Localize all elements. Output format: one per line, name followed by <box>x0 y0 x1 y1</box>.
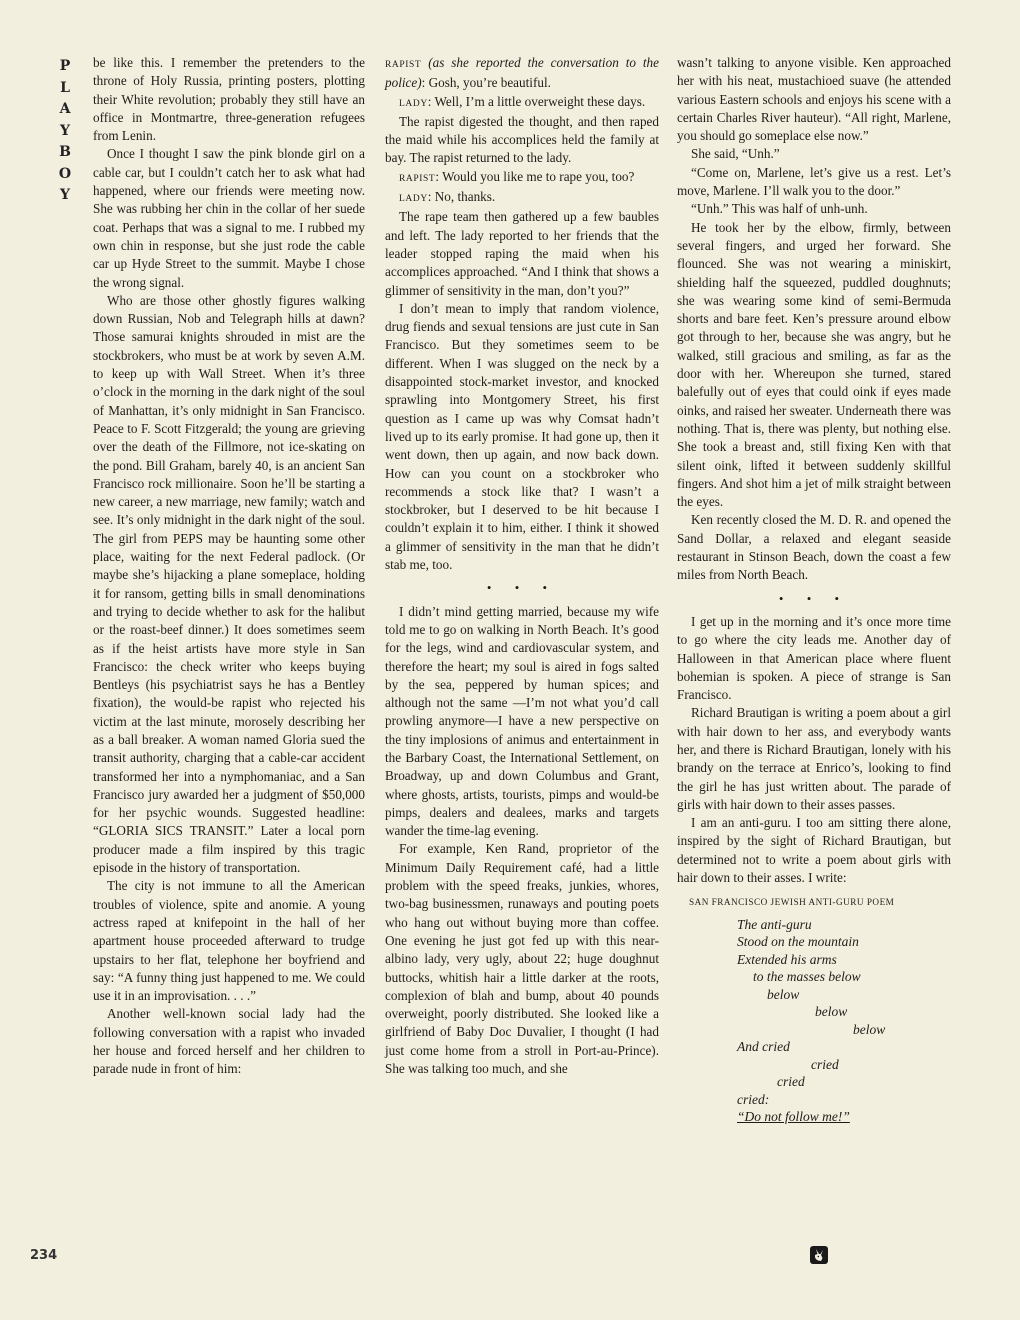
masthead-letter: A <box>59 101 71 117</box>
dialogue-line <box>385 54 659 93</box>
paragraph: The city is not immune to all the American troubles of violence, spite and anomie. A young actress raped at knifepoint in the hall of her apartment house proceeded afterward to trudge upstairs to her flat, telephone her boyfriend and say: “A funny thing just happened to me. We could use it in an improvisation. . . .” <box>93 878 365 1004</box>
dialogue-line <box>385 93 659 113</box>
poem-line: And cried <box>737 1039 790 1055</box>
paragraph: I get up in the morning and it’s once more time to go where the city leads me. Another day of Halloween in that American place where fluent bohemian is spoken. A piece of strange is San Francisco. <box>677 613 951 703</box>
poem-line: Extended his arms <box>737 951 837 967</box>
dialogue-text: : Would you like me to rape you, too? <box>435 168 635 184</box>
section-break: • • • <box>778 590 850 606</box>
column-2 <box>385 54 659 1078</box>
masthead-letter: Y <box>60 187 70 203</box>
masthead-letter: P <box>59 58 71 74</box>
dialogue-text: : Gosh, you’re beautiful. <box>421 75 551 91</box>
speaker-label: RAPIST <box>399 173 436 184</box>
paragraph: “Come on, Marlene, let’s give us a rest. Let’s move, Marlene. I’ll walk you to the door.” <box>677 164 951 199</box>
poem-title: SAN FRANCISCO JEWISH ANTI-GURU POEM <box>689 897 895 908</box>
paragraph: “Unh.” This was half of unh-unh. <box>691 201 868 217</box>
paragraph: I didn’t mind getting married, because my wife told me to go on walking in North Beach. It’s good for the legs, wind and cardiovascular system, and therefore the heart; my soul is aired in fogs salted by the sea, peppered by human spices; and although not the same —I’m not what you’d call prowling anymore—I have a new perspective on the tiny implosions of animus and entertainment in the Barbary Coast, the International Settlement, on Broadway, up and down Columbus and Grant, where ghosts, artists, tourists, pimps and would-be pimps, dealers and dealees, marks and targets wander the time-lag evening. <box>385 603 659 839</box>
dialogue-line <box>385 168 659 188</box>
masthead-letter: L <box>60 79 70 96</box>
paragraph: The rape team then gathered up a few baubles and left. The lady reported to her friends that the leader stopped raping the maid when his accomplices approached. “And I think that shows a glimmer of sensitivity in the man, don’t you?” <box>385 209 659 298</box>
poem-line: below <box>815 1004 848 1020</box>
speaker-label: RAPIST <box>385 60 422 70</box>
paragraph: be like this. I remember the pretenders to the throne of Holy Russia, printing posters, plotting their White revolution; probably they still have an office in Montmartre, three-generation refugees from Lenin. <box>93 55 365 144</box>
dialogue-line <box>385 188 659 208</box>
masthead-letter: Y <box>60 122 70 139</box>
paragraph: For example, Ken Rand, proprietor of the Minimum Daily Requirement café, had a little problem with the speed freaks, junkies, whores, two-bag businessmen, runaways and pouting poets who hang out without buying more than coffee. One evening he just got fed up with this near-albino lady, very ugly, about 22; huge doughnut buttocks, whitish hair a little darker at the roots, complexion of blah and bump, about 40 pounds overweight, poorly distributed. She looked like a girlfriend of Baby Doc Duvalier, I thought (I had just come home from a stroll in Port-au-Prince). She was talking too much, and she <box>385 841 659 1077</box>
masthead <box>54 56 76 207</box>
column-3 <box>677 54 951 1126</box>
poem-line: cried: <box>737 1091 770 1107</box>
poem-line: The anti-guru <box>737 916 812 932</box>
stage-direction: (as she reported the conversation to the police) <box>385 55 659 91</box>
paragraph: She said, “Unh.” <box>691 146 780 162</box>
page-number: 234 <box>30 1248 58 1263</box>
poem-line: below <box>767 986 800 1002</box>
paragraph: Who are those other ghostly figures walking down Russian, Nob and Telegraph hills at dawn? Those samurai knights shrouded in mist are the stockbrokers, who must be at work by seven A.M. to keep up with Wall Street. When it’s three o’clock in the morning in the dark night of the soul of Manhattan, it’s only midnight in San Francisco. Peace to F. Scott Fitzgerald; the young are grieving over the death of the Fillmore, not ice-skating on the pond. Bill Graham, barely 40, is an ancient San Francisco rock millionaire. Soon he’ll be starting a new career, a new marriage, new family; watch and see. It’s only midnight in the dark night of the soul. The girl from PEPS may be haunting some other place, waiting for the next Federal padlock. (Or maybe she’s hijacking a plane someplace, holding it for ransom, getting bills in small denominations and trying to decide whether to ask for the halibut or the roast-beef dinner.) It does sometimes seem as if the heist artists have more style in San Francisco: the check writer who keeps buying Bentleys (his psychiatrist says he has a Bentley fixation), the would-be rapist who rejected his victim at the last minute, morosely describing her as a ball breaker. A woman named Gloria sued the transit authority, charging that a cable-car accident transformed her into a nymphomaniac, and a San Francisco jury awarded her a judgment of $50,000 for her psychic wounds. Suggested headline: “GLORIA SICS TRANSIT.” Later a local porn producer made a film inspired by this tragic episode in the history of transportation. <box>93 292 365 876</box>
paragraph: He took her by the elbow, firmly, between several fingers, and urged her forward. She flounced. She was not wearing a miniskirt, shielding half the squeezed, puddled doughnuts; she was wearing some kind of semi-Bermuda shorts and bare feet. Ken’s pressure around elbow got through to her, because she was angry, but he walked, still gracious and smiling, as far as the door with her. Whereupon she turned, stared balefully out of eyes that could oink if eyes made oinks, and raised her sweater. Underneath there was nothing. That is, there was plenty, but nothing else. She took a breast and, still fixing Ken with that silent oink, lifted it between suddenly skillful fingers. And shot him a jet of milk straight between the eyes. <box>677 219 951 510</box>
speaker-label: LADY <box>399 98 428 109</box>
poem-line: below <box>853 1021 886 1037</box>
speaker-label: LADY <box>399 194 428 205</box>
poem-line: “Do not follow me!” <box>737 1109 850 1125</box>
paragraph: I don’t mean to imply that random violence, drug fiends and sexual tensions are just cute in San Francisco. But they sometimes seem to be different. When I was slugged on the neck by a disappointed stock-market investor, and knocked sprawling into Montgomery Street, his first question as I came up was why Comsat hadn’t lived up to its early promise. It had gone up, then it went down, then up again, and now back down. How can you count on a stockbroker who recommends a stock like that? I wasn’t a stockbroker, but I deserved to be hit because I couldn’t explain it to him, either. I think it showed a glimmer of sensitivity in the man that he didn’t stab me, too. <box>385 300 659 573</box>
section-break: • • • <box>486 580 558 596</box>
rabbit-head-icon <box>810 1246 828 1264</box>
masthead-letter: O <box>58 165 72 182</box>
poem-line: cried <box>811 1056 839 1072</box>
paragraph: wasn’t talking to anyone visible. Ken approached her with his neat, mustachioed suave (he attended various Eastern schools and enjoys his scene with a certain Charles River hauteur). “All right, Marlene, you should go someplace else now.” <box>677 55 951 144</box>
paragraph: Richard Brautigan is writing a poem about a girl with hair down to her ass, and everybody wants her, and there is Richard Brautigan, lonely with his brandy on the terrace at Enrico’s, looking to find the girl he has just written about. The parade of girls with hair down to their asses passes. <box>677 705 951 812</box>
poem-line: to the masses below <box>753 969 861 985</box>
poem <box>677 916 951 1126</box>
paragraph: The rapist digested the thought, and then raped the maid while his accomplices held the family at bay. The rapist returned to the lady. <box>385 113 659 166</box>
poem-line: cried <box>777 1074 805 1090</box>
paragraph: Ken recently closed the M. D. R. and opened the Sand Dollar, a relaxed and elegant seaside restaurant in Stinson Beach, down the coast a few miles from North Beach. <box>677 512 951 583</box>
poem-line: Stood on the mountain <box>737 934 859 950</box>
column-1 <box>93 54 365 1079</box>
paragraph: Once I thought I saw the pink blonde girl on a cable car, but I couldn’t catch her to ask what had happened, where our friends were meeting now. She was rubbing her chin in the collar of her suede coat. Perhaps that was a signal to me. I rubbed my own chin in response, but she just rode the cable car up Hyde Street to the summit. Maybe I chose the wrong signal. <box>93 146 365 290</box>
paragraph: Another well-known social lady had the following conversation with a rapist who invaded her house and forced herself and her children to parade nude in front of him: <box>93 1006 365 1077</box>
dialogue-text: : Well, I’m a little overweight these days. <box>427 93 646 109</box>
masthead-letter: B <box>59 144 71 160</box>
paragraph: I am an anti-guru. I too am sitting there alone, inspired by the sight of Richard Brautigan, but determined not to write a poem about girls with hair down to their asses. I write: <box>677 815 951 886</box>
dialogue-text: : No, thanks. <box>427 189 496 205</box>
